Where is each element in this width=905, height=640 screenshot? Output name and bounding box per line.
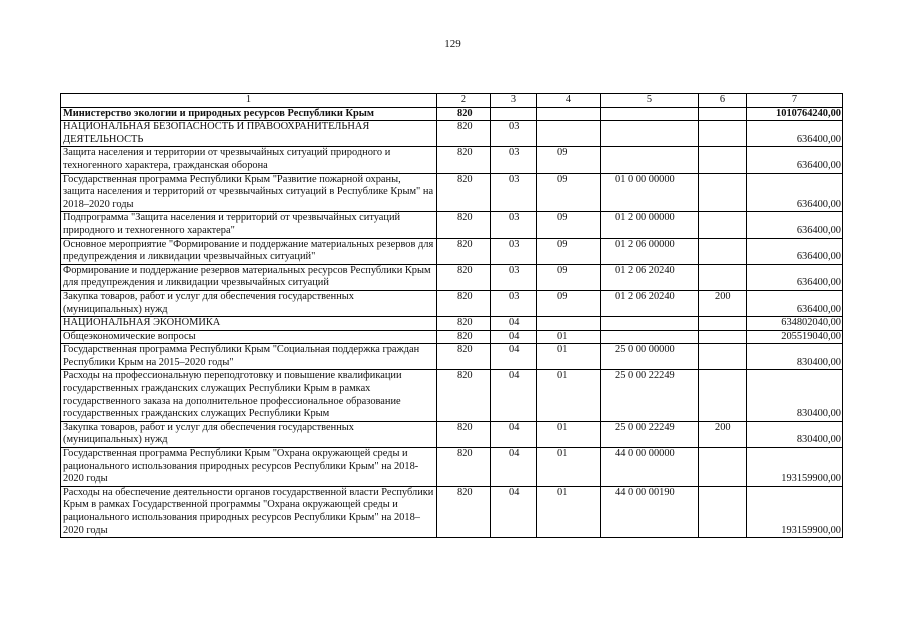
row-name-cell: Закупка товаров, работ и услуг для обеспечения государственных (муниципальных) нужд (61, 290, 437, 316)
expense-type-cell (699, 147, 747, 173)
section-code-cell: 04 (491, 448, 537, 487)
target-article-cell (601, 107, 699, 121)
amount-cell: 636400,00 (747, 147, 843, 173)
amount-cell: 205519040,00 (747, 330, 843, 344)
amount-cell: 636400,00 (747, 290, 843, 316)
expense-type-cell (699, 173, 747, 212)
ministry-code-cell: 820 (437, 317, 491, 331)
ministry-code-cell: 820 (437, 121, 491, 147)
target-article-cell: 01 2 06 20240 (601, 264, 699, 290)
table-row (61, 344, 843, 370)
row-name-cell: Государственная программа Республики Крым "Социальная поддержка граждан Республики Крым на 2015–2020 годы" (61, 344, 437, 370)
table-row (61, 290, 843, 316)
target-article-cell (601, 317, 699, 331)
ministry-code-cell: 820 (437, 147, 491, 173)
row-name-cell: Подпрограмма "Защита населения и территорий от чрезвычайных ситуаций природного и техногенного характера" (61, 212, 437, 238)
column-header: 6 (699, 94, 747, 108)
table-row (61, 264, 843, 290)
column-header: 3 (491, 94, 537, 108)
column-header: 5 (601, 94, 699, 108)
column-header: 7 (747, 94, 843, 108)
table-row (61, 448, 843, 487)
table-row (61, 317, 843, 331)
ministry-code-cell: 820 (437, 486, 491, 537)
ministry-code-cell: 820 (437, 290, 491, 316)
ministry-code-cell: 820 (437, 370, 491, 421)
target-article-cell (601, 330, 699, 344)
expense-type-cell (699, 344, 747, 370)
section-code-cell: 03 (491, 212, 537, 238)
row-name-cell: Министерство экологии и природных ресурсов Республики Крым (61, 107, 437, 121)
amount-cell: 636400,00 (747, 212, 843, 238)
table-row (61, 370, 843, 421)
subsection-code-cell: 09 (537, 238, 601, 264)
target-article-cell: 01 2 06 20240 (601, 290, 699, 316)
subsection-code-cell: 01 (537, 486, 601, 537)
table-row (61, 238, 843, 264)
table-row (61, 486, 843, 537)
target-article-cell: 44 0 00 00000 (601, 448, 699, 487)
target-article-cell (601, 121, 699, 147)
table-row (61, 107, 843, 121)
amount-cell: 830400,00 (747, 370, 843, 421)
ministry-code-cell: 820 (437, 107, 491, 121)
section-code-cell (491, 107, 537, 121)
table-row (61, 330, 843, 344)
table-row (61, 121, 843, 147)
section-code-cell: 04 (491, 330, 537, 344)
budget-table (60, 93, 843, 538)
target-article-cell: 25 0 00 22249 (601, 370, 699, 421)
subsection-code-cell: 09 (537, 264, 601, 290)
expense-type-cell (699, 317, 747, 331)
expense-type-cell (699, 330, 747, 344)
amount-cell: 636400,00 (747, 264, 843, 290)
section-code-cell: 03 (491, 173, 537, 212)
row-name-cell: Расходы на профессиональную переподготовку и повышение квалификации государственных гражданских служащих Республики Крым в рамках государственного заказа на дополнительное профессиональное образование государственных гражданских служащих Республики Крым (61, 370, 437, 421)
expense-type-cell (699, 486, 747, 537)
column-header: 4 (537, 94, 601, 108)
target-article-cell (601, 147, 699, 173)
expense-type-cell (699, 448, 747, 487)
section-code-cell: 04 (491, 486, 537, 537)
amount-cell: 636400,00 (747, 173, 843, 212)
section-code-cell: 04 (491, 317, 537, 331)
amount-cell: 1010764240,00 (747, 107, 843, 121)
subsection-code-cell: 09 (537, 147, 601, 173)
expense-type-cell (699, 212, 747, 238)
row-name-cell: Расходы на обеспечение деятельности органов государственной власти Республики Крым в рамках Государственной программы "Охрана окружающей среды и рационального использования природных ресурсов Республики Крым" на 2018–2020 годы (61, 486, 437, 537)
section-code-cell: 03 (491, 238, 537, 264)
ministry-code-cell: 820 (437, 330, 491, 344)
row-name-cell: Основное мероприятие "Формирование и поддержание материальных резервов для предупреждения и ликвидации чрезвычайных ситуаций" (61, 238, 437, 264)
ministry-code-cell: 820 (437, 212, 491, 238)
table-row (61, 173, 843, 212)
target-article-cell: 25 0 00 22249 (601, 421, 699, 447)
expense-type-cell: 200 (699, 421, 747, 447)
amount-cell: 636400,00 (747, 121, 843, 147)
row-name-cell: НАЦИОНАЛЬНАЯ БЕЗОПАСНОСТЬ И ПРАВООХРАНИТЕЛЬНАЯ ДЕЯТЕЛЬНОСТЬ (61, 121, 437, 147)
expense-type-cell (699, 238, 747, 264)
ministry-code-cell: 820 (437, 421, 491, 447)
expense-type-cell (699, 107, 747, 121)
row-name-cell: Общеэкономические вопросы (61, 330, 437, 344)
amount-cell: 830400,00 (747, 421, 843, 447)
section-code-cell: 04 (491, 370, 537, 421)
target-article-cell: 01 2 06 00000 (601, 238, 699, 264)
column-number-header-row (61, 94, 843, 108)
subsection-code-cell: 01 (537, 330, 601, 344)
row-name-cell: Государственная программа Республики Крым "Развитие пожарной охраны, защита населения и территорий от чрезвычайных ситуаций в Республике Крым" на 2018–2020 годы (61, 173, 437, 212)
section-code-cell: 03 (491, 264, 537, 290)
expense-type-cell (699, 370, 747, 421)
page-number: 129 (444, 38, 461, 50)
row-name-cell: НАЦИОНАЛЬНАЯ ЭКОНОМИКА (61, 317, 437, 331)
row-name-cell: Защита населения и территории от чрезвычайных ситуаций природного и техногенного характера, гражданская оборона (61, 147, 437, 173)
ministry-code-cell: 820 (437, 448, 491, 487)
expense-type-cell: 200 (699, 290, 747, 316)
row-name-cell: Закупка товаров, работ и услуг для обеспечения государственных (муниципальных) нужд (61, 421, 437, 447)
amount-cell: 634802040,00 (747, 317, 843, 331)
section-code-cell: 03 (491, 121, 537, 147)
section-code-cell: 03 (491, 147, 537, 173)
subsection-code-cell: 01 (537, 344, 601, 370)
section-code-cell: 04 (491, 421, 537, 447)
ministry-code-cell: 820 (437, 264, 491, 290)
subsection-code-cell: 01 (537, 370, 601, 421)
table-row (61, 147, 843, 173)
column-header: 2 (437, 94, 491, 108)
amount-cell: 193159900,00 (747, 486, 843, 537)
amount-cell: 830400,00 (747, 344, 843, 370)
subsection-code-cell (537, 121, 601, 147)
row-name-cell: Государственная программа Республики Крым "Охрана окружающей среды и рационального использования природных ресурсов Республики Крым" на 2018-2020 годы (61, 448, 437, 487)
target-article-cell: 44 0 00 00190 (601, 486, 699, 537)
row-name-cell: Формирование и поддержание резервов материальных ресурсов Республики Крым для предупреждения и ликвидации чрезвычайных ситуаций (61, 264, 437, 290)
table-row (61, 212, 843, 238)
subsection-code-cell (537, 317, 601, 331)
subsection-code-cell: 09 (537, 173, 601, 212)
amount-cell: 193159900,00 (747, 448, 843, 487)
ministry-code-cell: 820 (437, 173, 491, 212)
ministry-code-cell: 820 (437, 238, 491, 264)
expense-type-cell (699, 121, 747, 147)
amount-cell: 636400,00 (747, 238, 843, 264)
subsection-code-cell: 01 (537, 421, 601, 447)
expense-type-cell (699, 264, 747, 290)
subsection-code-cell (537, 107, 601, 121)
target-article-cell: 01 2 00 00000 (601, 212, 699, 238)
target-article-cell: 01 0 00 00000 (601, 173, 699, 212)
ministry-code-cell: 820 (437, 344, 491, 370)
section-code-cell: 04 (491, 344, 537, 370)
subsection-code-cell: 01 (537, 448, 601, 487)
column-header: 1 (61, 94, 437, 108)
target-article-cell: 25 0 00 00000 (601, 344, 699, 370)
section-code-cell: 03 (491, 290, 537, 316)
subsection-code-cell: 09 (537, 212, 601, 238)
table-row (61, 421, 843, 447)
subsection-code-cell: 09 (537, 290, 601, 316)
